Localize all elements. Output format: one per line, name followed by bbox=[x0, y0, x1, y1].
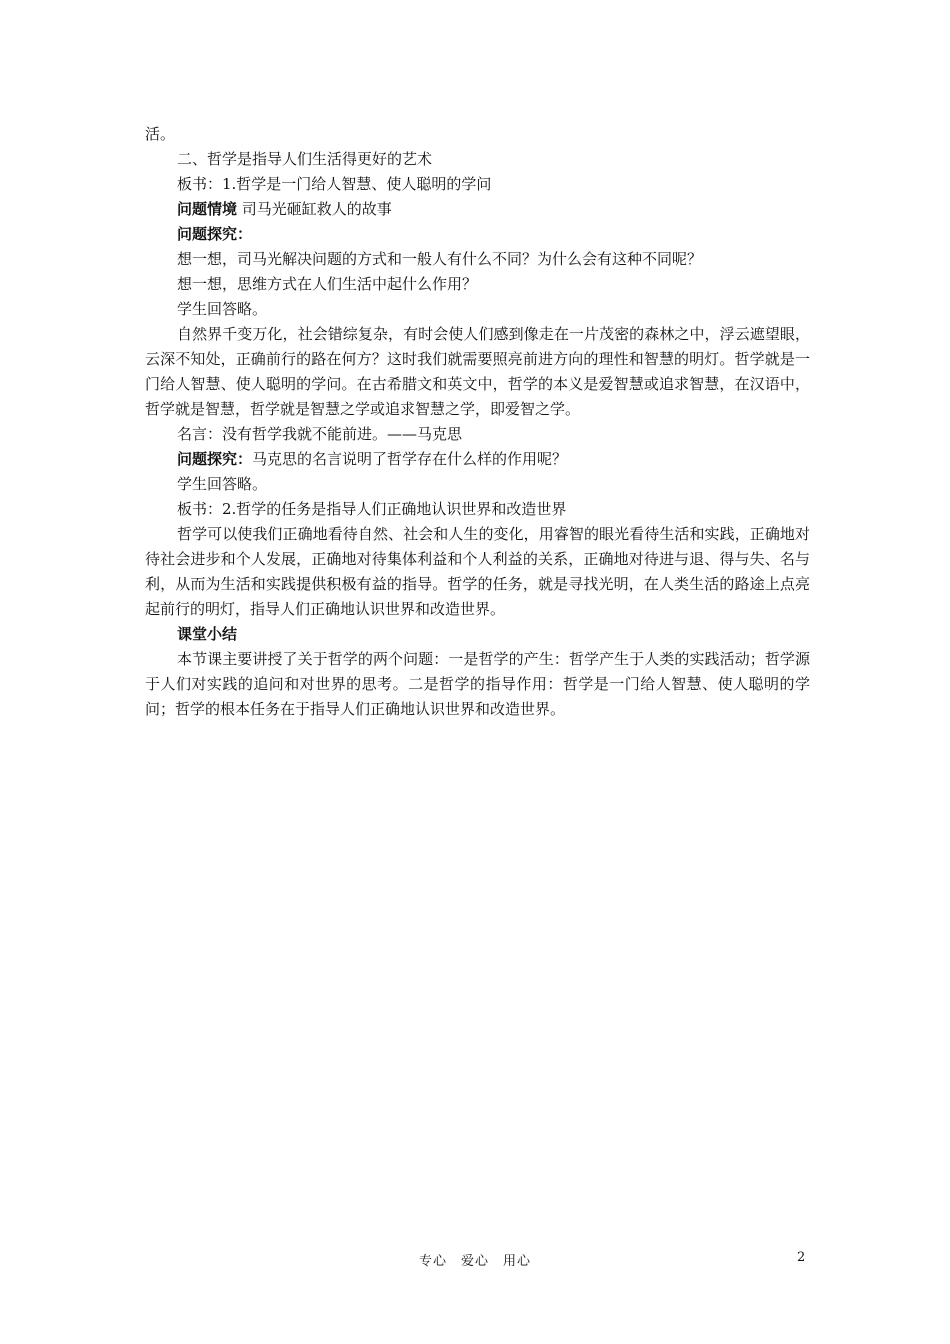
question-1: 想一想，司马光解决问题的方式和一般人有什么不同？为什么会有这种不同呢？ bbox=[177, 250, 703, 268]
student-answer-2: 学生回答略。 bbox=[177, 475, 268, 493]
class-summary-heading: 课堂小结 bbox=[177, 625, 238, 643]
problem-scenario-text: 司马光砸缸救人的故事 bbox=[237, 200, 392, 218]
continued-line: 活。 bbox=[145, 125, 176, 143]
footer-motto: 专心 爱心 用心 bbox=[418, 1254, 531, 1269]
quote-marx: 名言：没有哲学我就不能前进。——马克思 bbox=[177, 425, 463, 443]
section-heading: 二、哲学是指导人们生活得更好的艺术 bbox=[177, 150, 433, 168]
problem-inquiry-2 bbox=[145, 447, 810, 472]
student-answer-1: 学生回答略。 bbox=[177, 300, 268, 318]
paragraph-task: 哲学可以使我们正确地看待自然、社会和人生的变化，用睿智的眼光看待生活和实践，正确地对待社会进步和个人发展，正确地对待集体利益和个人利益的关系，正确地对待进与退、得与失、名与利，从而为生活和实践提供积极有益的指导。哲学的任务，就是寻找光明，在人类生活的路途上点亮起前行的明灯，指导人们正确地认识世界和改造世界。 bbox=[145, 525, 810, 618]
problem-inquiry-2-label: 问题探究： bbox=[177, 450, 253, 468]
problem-scenario bbox=[145, 197, 810, 222]
paragraph-summary: 本节课主要讲授了关于哲学的两个问题：一是哲学的产生：哲学产生于人类的实践活动；哲学源于人们对实践的追问和对世界的思考。二是哲学的指导作用：哲学是一门给人智慧、使人聪明的学问；哲学的根本任务在于指导人们正确地认识世界和改造世界。 bbox=[145, 650, 810, 718]
question-2: 想一想，思维方式在人们生活中起什么作用？ bbox=[177, 275, 478, 293]
page-number: 2 bbox=[797, 1250, 806, 1265]
problem-inquiry-heading: 问题探究： bbox=[177, 225, 253, 243]
board-note-2: 板书：2.哲学的任务是指导人们正确地认识世界和改造世界 bbox=[177, 500, 567, 518]
board-note-1: 板书：1.哲学是一门给人智慧、使人聪明的学问 bbox=[177, 175, 492, 193]
problem-scenario-label: 问题情境 bbox=[177, 200, 238, 218]
document-body bbox=[145, 122, 810, 722]
paragraph-wisdom: 自然界千变万化，社会错综复杂，有时会使人们感到像走在一片茂密的森林之中，浮云遮望眼，云深不知处，正确前行的路在何方？这时我们就需要照亮前进方向的理性和智慧的明灯。哲学就是一门给人智慧、使人聪明的学问。在古希腊文和英文中，哲学的本义是爱智慧或追求智慧，在汉语中，哲学就是智慧，哲学就是智慧之学或追求智慧之学，即爱智之学。 bbox=[145, 325, 810, 418]
problem-inquiry-2-text: 马克思的名言说明了哲学存在什么样的作用呢？ bbox=[252, 450, 568, 468]
